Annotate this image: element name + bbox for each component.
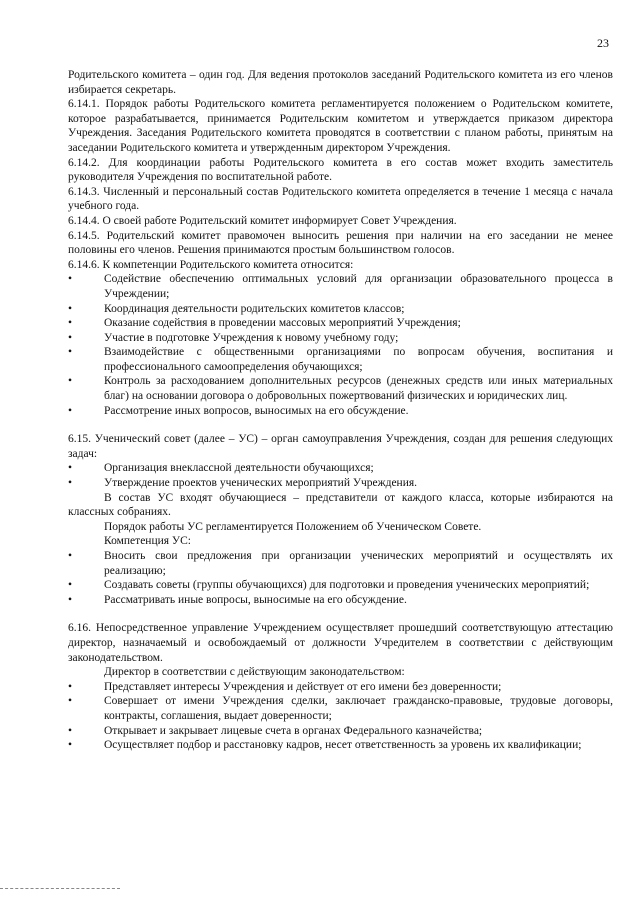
list-item-text: Вносить свои предложения при организации ученических мероприятий и осуществлять их реализацию;: [104, 550, 613, 577]
paragraph: 6.14.6. К компетенции Родительского комитета относится:: [68, 258, 354, 271]
list-item-text: Совершает от имени Учреждения сделки, заключает гражданско-правовые, трудовые договоры, контракты, соглашения, выдает доверенности;: [104, 695, 613, 722]
list-item-text: Организация внеклассной деятельности обучающихся;: [104, 462, 374, 475]
paragraph: 6.14.4. О своей работе Родительский комитет информирует Совет Учреждения.: [68, 214, 457, 227]
paragraph: Порядок работы УС регламентируется Положением об Ученическом Совете.: [104, 520, 482, 533]
list-item: [68, 331, 613, 346]
bullet-icon: •: [68, 724, 73, 737]
list-item-text: Координация деятельности родительских комитетов классов;: [104, 302, 405, 315]
paragraph: В состав УС входят обучающиеся – представители от каждого класса, которые избираются на классных собраниях.: [68, 491, 613, 519]
list-item: [68, 738, 613, 753]
paragraph: 6.14.3. Численный и персональный состав Родительского комитета определяется в течение 1 месяца с начала учебного года.: [68, 185, 613, 213]
list-item: [68, 680, 613, 695]
section-paragraph: 6.16. Непосредственное управление Учреждением осуществляет прошедший соответствующую аттестацию директор, назначаемый и освобождаемый от должности Учредителем в соответствии с действующим законодательством.: [68, 622, 613, 664]
bullet-icon: •: [68, 331, 73, 344]
bullet-icon: •: [68, 302, 73, 315]
paragraph: 6.14.5. Родительский комитет правомочен выносить решения при наличии на его заседании не менее половины его членов. Решения принимаются простым большинством голосов.: [68, 229, 613, 257]
bullet-icon: •: [68, 317, 73, 330]
section-paragraph: 6.15. Ученический совет (далее – УС) – орган самоуправления Учреждения, создан для решения следующих задач:: [68, 433, 613, 460]
list-item-text: Оказание содействия в проведении массовых мероприятий Учреждения;: [104, 317, 461, 330]
list-item: [68, 461, 613, 476]
bullet-icon: •: [68, 375, 73, 388]
list-item: [68, 724, 613, 739]
list-item-text: Взаимодействие с общественными организациями по вопросам обучения, воспитания и профессионального самоопределения обучающихся;: [104, 346, 613, 373]
paragraph: 6.14.1. Порядок работы Родительского комитета регламентируется положением о Родительском комитете, которое разрабатывается, принимается Родительским комитетом и утверждается приказом директора Учреждения. Заседания Родительского комитета проводятся в соответствии с планом работы, принятым на заседании Родительского комитета и утвержденным директором Учреждения.: [68, 98, 613, 154]
list-item-text: Утверждение проектов ученических мероприятий Учреждения.: [104, 477, 418, 490]
bullet-icon: •: [68, 477, 73, 490]
list-item: [68, 272, 613, 301]
list-item: [68, 593, 613, 608]
bullet-icon: •: [68, 579, 73, 592]
document-body: [68, 68, 613, 753]
list-item: [68, 374, 613, 403]
footer-divider: [0, 888, 120, 890]
list-item-text: Рассмотрение иных вопросов, выносимых на его обсуждение.: [104, 404, 409, 417]
paragraph: 6.14.2. Для координации работы Родительского комитета в его состав может входить заместитель руководителя Учреждения по воспитательной работе.: [68, 156, 613, 184]
list-item: [68, 345, 613, 374]
list-item: [68, 578, 613, 593]
list-item: [68, 476, 613, 491]
bullet-icon: •: [68, 346, 73, 359]
paragraph: Компетенция УС:: [104, 535, 191, 548]
list-item-text: Представляет интересы Учреждения и действует от его имени без доверенности;: [104, 680, 502, 693]
page-number: 23: [597, 36, 609, 50]
bullet-icon: •: [68, 593, 73, 606]
list-item: [68, 316, 613, 331]
paragraph: Родительского комитета – один год. Для ведения протоколов заседаний Родительского комитета из его членов избирается секретарь.: [68, 69, 613, 96]
bullet-icon: •: [68, 550, 73, 562]
list-item: [68, 302, 613, 317]
bullet-icon: •: [68, 462, 73, 475]
list-item-text: Осуществляет подбор и расстановку кадров, несет ответственность за уровень их квалификации;: [104, 739, 582, 752]
paragraph: Директор в соответствии с действующим законодательством:: [104, 666, 405, 679]
bullet-icon: •: [68, 404, 73, 417]
list-item: [68, 694, 613, 723]
spacer: [68, 607, 613, 621]
list-item-text: Открывает и закрывает лицевые счета в органах Федерального казначейства;: [104, 724, 483, 737]
bullet-icon: •: [68, 273, 73, 286]
bullet-icon: •: [68, 680, 73, 693]
list-item: [68, 404, 613, 419]
list-item-text: Контроль за расходованием дополнительных ресурсов (денежных средств или иных материальных благ) на основании договора о добровольных пожертвований физических и юридических лиц.: [104, 375, 613, 403]
list-item-text: Содействие обеспечению оптимальных условий для организации образовательного процесса в Учреждении;: [104, 273, 613, 300]
bullet-icon: •: [68, 695, 73, 708]
list-item-text: Создавать советы (группы обучающихся) для подготовки и проведения ученических мероприятий;: [104, 579, 590, 592]
bullet-icon: •: [68, 739, 73, 752]
list-item-text: Участие в подготовке Учреждения к новому учебному году;: [104, 331, 399, 344]
spacer: [68, 418, 613, 432]
list-item: [68, 549, 613, 578]
list-item-text: Рассматривать иные вопросы, выносимые на его обсуждение.: [104, 593, 407, 606]
